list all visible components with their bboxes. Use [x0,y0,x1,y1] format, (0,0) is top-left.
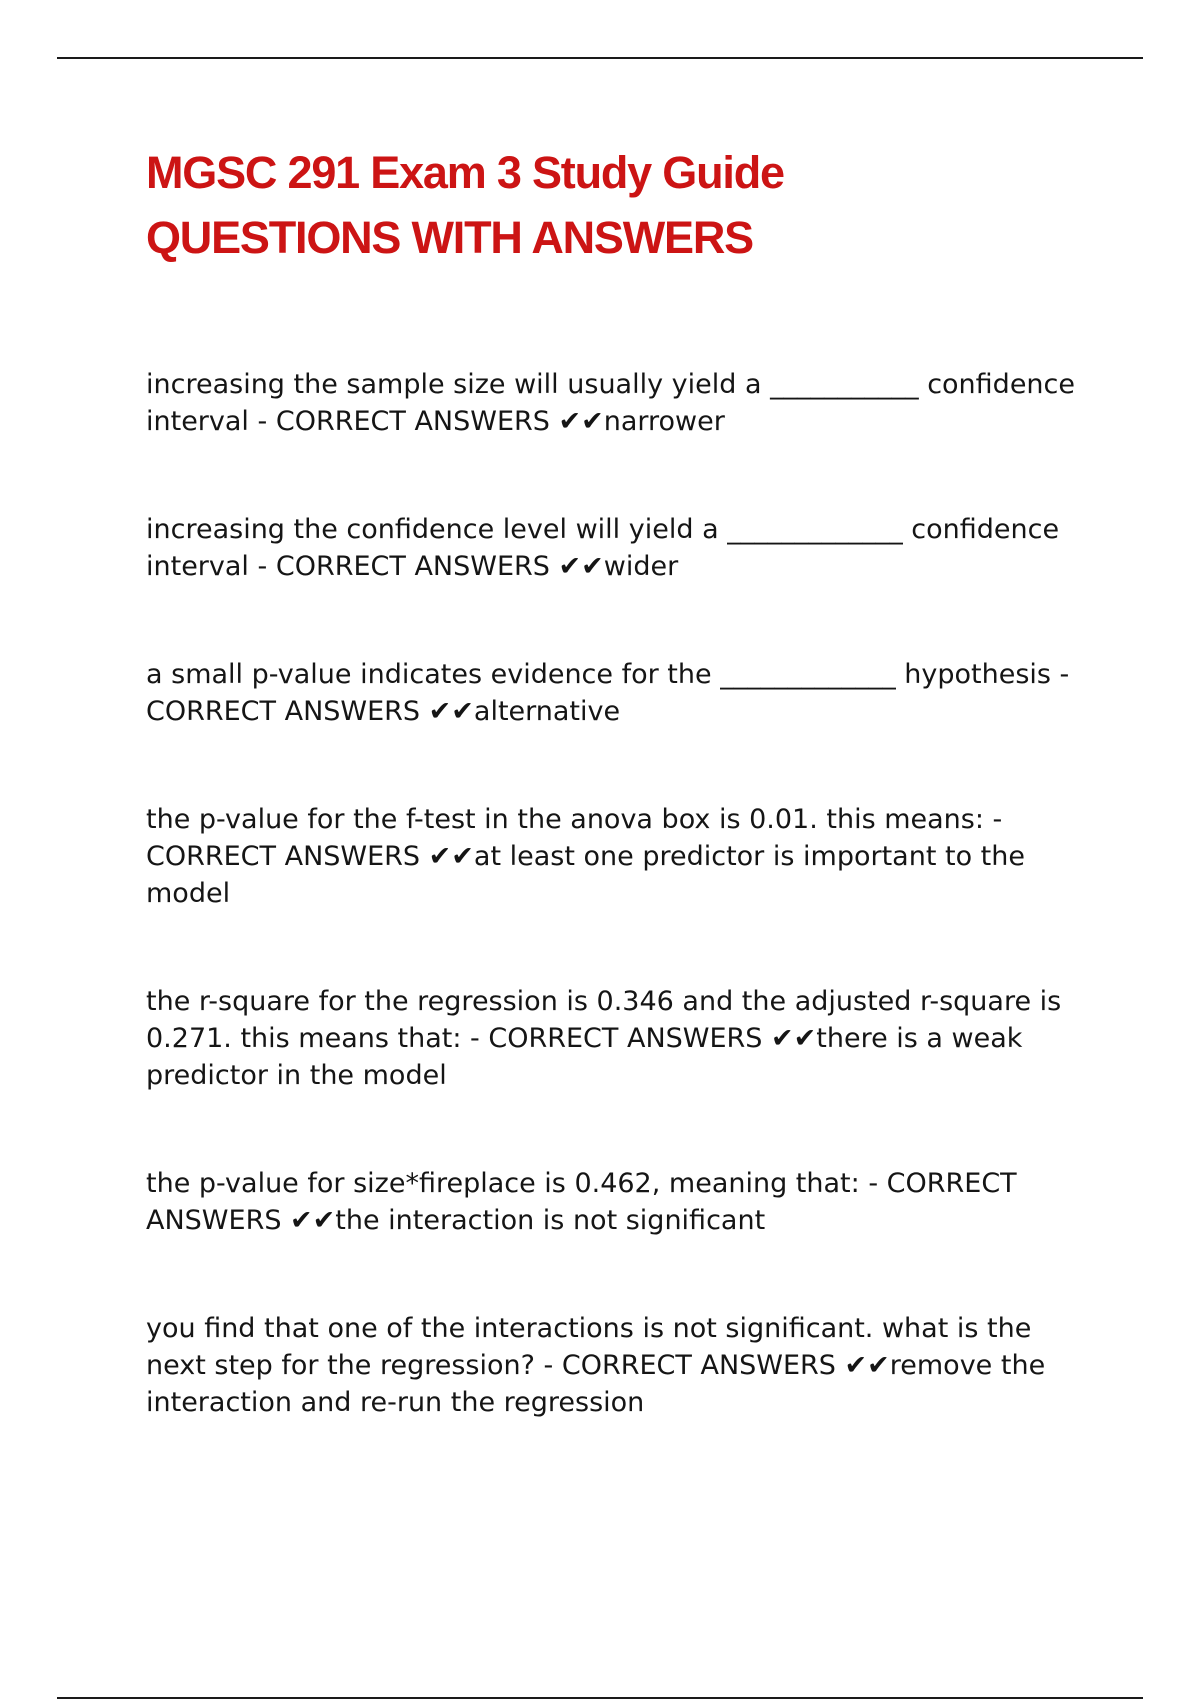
qa-item: the p-value for the f-test in the anova box is 0.01. this means: - CORRECT ANSWERS ✔✔at least one predictor is important to the model [146,804,1025,909]
qa-item: the r-square for the regression is 0.346 and the adjusted r-square is 0.271. this means that: - CORRECT ANSWERS ✔✔there is a weak predictor in the model [146,986,1062,1091]
bottom-divider [57,1697,1143,1699]
title-line-2: QUESTIONS WITH ANSWERS [146,212,753,263]
qa-item: increasing the confidence level will yield a _____________ confidence interval - CORRECT ANSWERS ✔✔wider [146,514,1060,582]
qa-item: the p-value for size*fireplace is 0.462, meaning that: - CORRECT ANSWERS ✔✔the interaction is not significant [146,1168,1017,1236]
qa-item: increasing the sample size will usually yield a ___________ confidence interval - CORRECT ANSWERS ✔✔narrower [146,369,1075,437]
qa-item: a small p-value indicates evidence for the _____________ hypothesis - CORRECT ANSWERS ✔✔alternative [146,659,1070,727]
question-answer-list [146,366,1096,1421]
title-line-1: MGSC 291 Exam 3 Study Guide [146,147,784,198]
qa-item: you find that one of the interactions is not significant. what is the next step for the regression? - CORRECT ANSWERS ✔✔remove the interaction and re-run the regression [146,1313,1046,1418]
top-divider [57,57,1143,59]
document-title [146,140,1126,270]
